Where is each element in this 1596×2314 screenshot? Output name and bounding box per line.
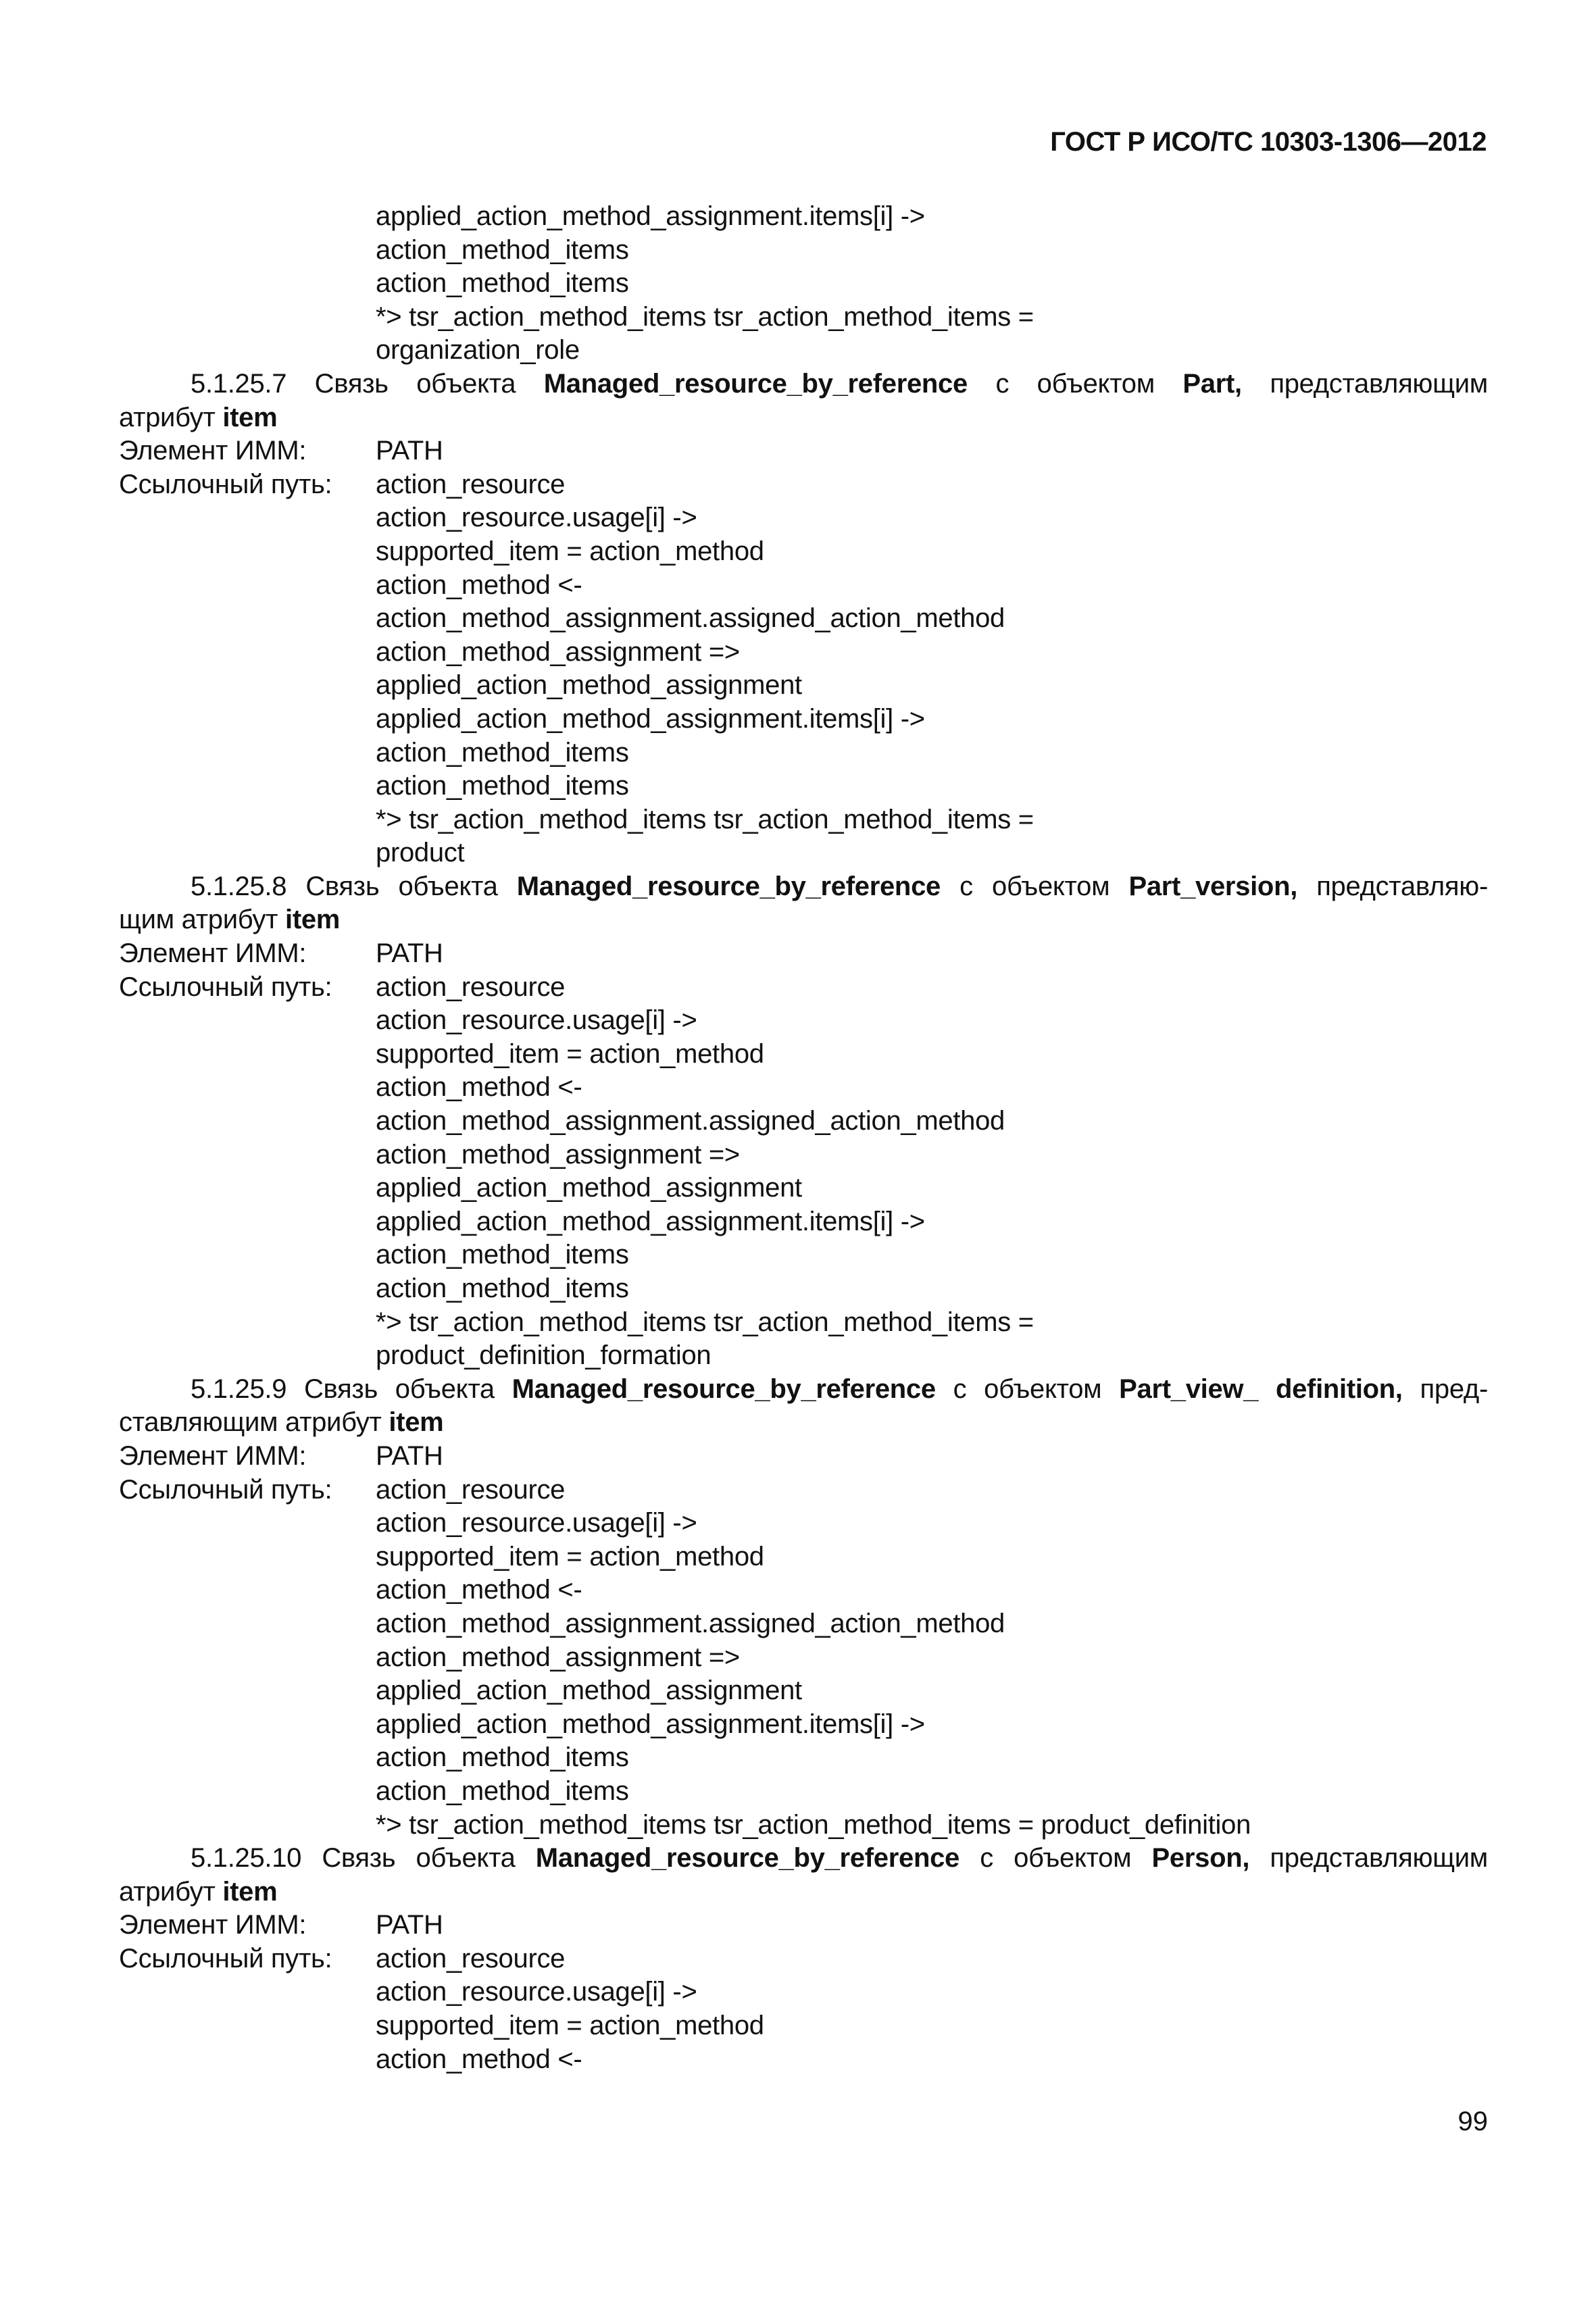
path-line: action_method <- xyxy=(376,570,582,600)
element-label: Элемент ИММ: xyxy=(119,436,307,466)
path-line: action_resource xyxy=(376,972,566,1002)
path-line: applied_action_method_assignment xyxy=(376,670,802,701)
attribute-name: item xyxy=(389,1407,444,1438)
path-line: applied_action_method_assignment.items[i] -> xyxy=(376,1206,925,1236)
element-row xyxy=(119,937,1488,971)
section-heading-continuation: ставляющим атрибут item xyxy=(119,1407,444,1438)
target-entity: Person, xyxy=(1151,1843,1250,1873)
path-line: applied_action_method_assignment.items[i] -> xyxy=(376,703,925,734)
element-label: Элемент ИММ: xyxy=(119,1440,307,1471)
path-row xyxy=(119,1474,1488,1507)
path-line: action_resource xyxy=(376,1474,566,1505)
path-row xyxy=(119,468,1488,502)
path-line: action_method_assignment => xyxy=(376,636,740,667)
path-line: action_resource xyxy=(376,469,566,499)
path-line: product_definition_formation xyxy=(376,1340,712,1371)
path-line: action_method_items xyxy=(376,1776,629,1806)
path-line: action_method_items xyxy=(376,234,629,265)
path-line: action_method <- xyxy=(376,2044,582,2074)
path-row xyxy=(119,971,1488,1005)
element-value: PATH xyxy=(376,938,443,969)
path-line: supported_item = action_method xyxy=(376,1038,764,1069)
path-label: Ссылочный путь: xyxy=(119,1943,332,1973)
target-entity: Part, xyxy=(1182,368,1242,399)
section-heading: 5.1.25.9 Связь объекта Managed_resource_by_reference с объектом Part_view_ definition, пред- xyxy=(191,1374,1488,1404)
element-row xyxy=(119,434,1488,468)
path-line: action_method_assignment.assigned_action_method xyxy=(376,1106,1005,1136)
path-line: action_resource.usage[i] -> xyxy=(376,1977,697,2007)
element-row xyxy=(119,1440,1488,1474)
page-content xyxy=(119,200,1488,2076)
path-line: action_resource.usage[i] -> xyxy=(376,1508,697,1538)
standard-header: ГОСТ Р ИСО/ТС 10303-1306—2012 xyxy=(1050,127,1487,157)
path-line: action_method_assignment.assigned_action_method xyxy=(376,603,1005,634)
element-value: PATH xyxy=(376,1440,443,1471)
path-line: *> tsr_action_method_items tsr_action_method_items = xyxy=(376,301,1034,332)
path-line: action_resource xyxy=(376,1943,566,1973)
path-line: applied_action_method_assignment xyxy=(376,1173,802,1203)
path-line: applied_action_method_assignment.items[i] -> xyxy=(376,201,925,231)
path-line: action_method_assignment => xyxy=(376,1642,740,1672)
path-line: action_method_items xyxy=(376,737,629,768)
element-value: PATH xyxy=(376,436,443,466)
path-label: Ссылочный путь: xyxy=(119,972,332,1002)
path-line: action_method_items xyxy=(376,771,629,801)
section-heading: 5.1.25.8 Связь объекта Managed_resource_by_reference с объектом Part_version, представляю- xyxy=(191,871,1488,901)
section-heading-continuation: атрибут item xyxy=(119,1876,278,1907)
section-heading-continuation: атрибут item xyxy=(119,402,278,432)
element-value: PATH xyxy=(376,1910,443,1940)
path-line: action_method_assignment => xyxy=(376,1139,740,1169)
path-line: action_method <- xyxy=(376,1575,582,1605)
path-line: action_resource.usage[i] -> xyxy=(376,503,697,533)
path-line: action_method_items xyxy=(376,1274,629,1303)
path-line: organization_role xyxy=(376,335,580,366)
path-line: product xyxy=(376,838,465,868)
path-line: applied_action_method_assignment.items[i] -> xyxy=(376,1709,925,1739)
path-line: supported_item = action_method xyxy=(376,2011,764,2041)
path-line: *> tsr_action_method_items tsr_action_method_items = xyxy=(376,804,1034,834)
path-line: applied_action_method_assignment xyxy=(376,1676,802,1706)
path-line: action_resource.usage[i] -> xyxy=(376,1005,697,1036)
path-line: action_method_items xyxy=(376,268,629,299)
attribute-name: item xyxy=(222,1876,278,1907)
entity-name: Managed_resource_by_reference xyxy=(512,1374,936,1404)
path-line: *> tsr_action_method_items tsr_action_method_items = product_definition xyxy=(376,1809,1251,1840)
entity-name: Managed_resource_by_reference xyxy=(543,368,968,399)
path-label: Ссылочный путь: xyxy=(119,469,332,499)
entity-name: Managed_resource_by_reference xyxy=(535,1843,959,1873)
element-label: Элемент ИММ: xyxy=(119,1910,307,1940)
path-line: action_method <- xyxy=(376,1072,582,1103)
path-line: action_method_assignment.assigned_action_method xyxy=(376,1608,1005,1638)
path-line: supported_item = action_method xyxy=(376,1541,764,1571)
entity-name: Managed_resource_by_reference xyxy=(516,871,941,901)
element-label: Элемент ИММ: xyxy=(119,938,307,969)
path-label: Ссылочный путь: xyxy=(119,1474,332,1505)
section-heading: 5.1.25.10 Связь объекта Managed_resource_by_reference с объектом Person, представляющим xyxy=(191,1843,1488,1873)
target-entity: Part_view_ definition, xyxy=(1119,1374,1403,1404)
path-line: action_method_items xyxy=(376,1240,629,1270)
path-line: supported_item = action_method xyxy=(376,536,764,566)
path-line: action_method_items xyxy=(376,1742,629,1773)
element-row xyxy=(119,1909,1488,1942)
section-heading: 5.1.25.7 Связь объекта Managed_resource_by_reference с объектом Part, представляющим xyxy=(191,368,1488,399)
section-heading-continuation: щим атрибут item xyxy=(119,905,341,935)
path-row xyxy=(119,1942,1488,1976)
page-number: 99 xyxy=(1457,2107,1488,2136)
path-line: *> tsr_action_method_items tsr_action_method_items = xyxy=(376,1307,1034,1337)
target-entity: Part_version, xyxy=(1128,871,1298,901)
attribute-name: item xyxy=(222,402,278,432)
attribute-name: item xyxy=(285,905,341,935)
